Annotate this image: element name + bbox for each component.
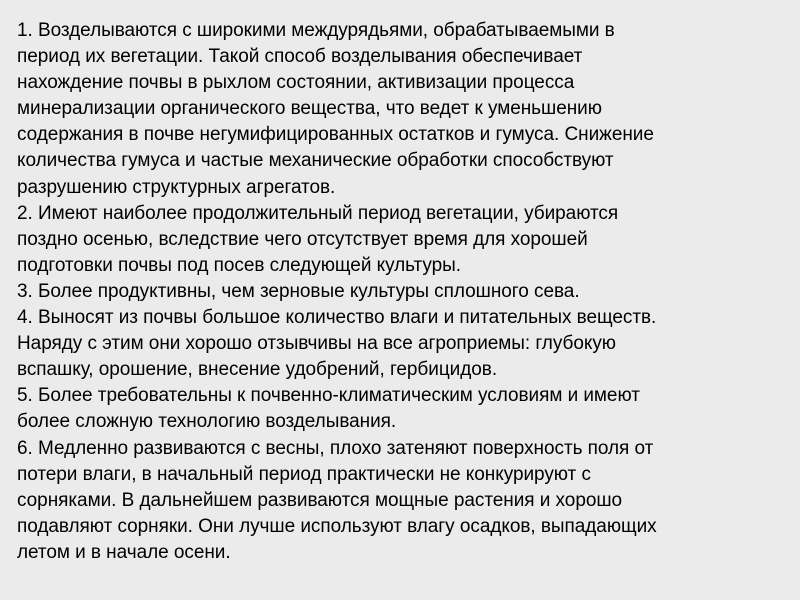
text-line-10: подготовки почвы под посев следующей культуры. [17,254,461,276]
text-line-12: 4. Выносят из почвы большое количество влаги и питательных веществ. [17,307,657,329]
text-line-1: 1. Возделываются с широкими междурядьями, обрабатываемыми в [17,20,615,41]
text-line-2: период их вегетации. Такой способ возделывания обеспечивает [17,46,583,68]
text-line-6: количества гумуса и частые механические обработки способствуют [17,150,614,172]
text-line-7: разрушению структурных агрегатов. [17,176,336,198]
text-line-13: Наряду с этим они хорошо отзывчивы на все агроприемы: глубокую [17,333,616,355]
text-line-19: сорняками. В дальнейшем развиваются мощные растения и хорошо [17,489,623,511]
document-text [17,18,787,566]
text-line-20: подавляют сорняки. Они лучше используют влагу осадков, выпадающих [17,515,657,537]
text-line-21: летом и в начале осени. [17,541,231,563]
text-line-9: поздно осенью, вследствие чего отсутствует время для хорошей [17,228,588,250]
text-line-14: вспашку, орошение, внесение удобрений, гербицидов. [17,359,498,381]
text-line-5: содержания в почве негумифицированных остатков и гумуса. Снижение [17,124,654,146]
text-line-18: потери влаги, в начальный период практически не конкурируют с [17,463,591,485]
text-line-15: 5. Более требовательны к почвенно-климатическим условиям и имеют [17,385,640,407]
text-line-3: нахождение почвы в рыхлом состоянии, активизации процесса [17,72,575,94]
text-line-8: 2. Имеют наиболее продолжительный период вегетации, убираются [17,202,619,224]
text-line-16: более сложную технологию возделывания. [17,411,397,433]
text-line-11: 3. Более продуктивны, чем зерновые культуры сплошного сева. [17,280,580,302]
text-line-17: 6. Медленно развиваются с весны, плохо затеняют поверхность поля от [17,437,654,459]
text-line-4: минерализации органического вещества, что ведет к уменьшению [17,98,602,120]
